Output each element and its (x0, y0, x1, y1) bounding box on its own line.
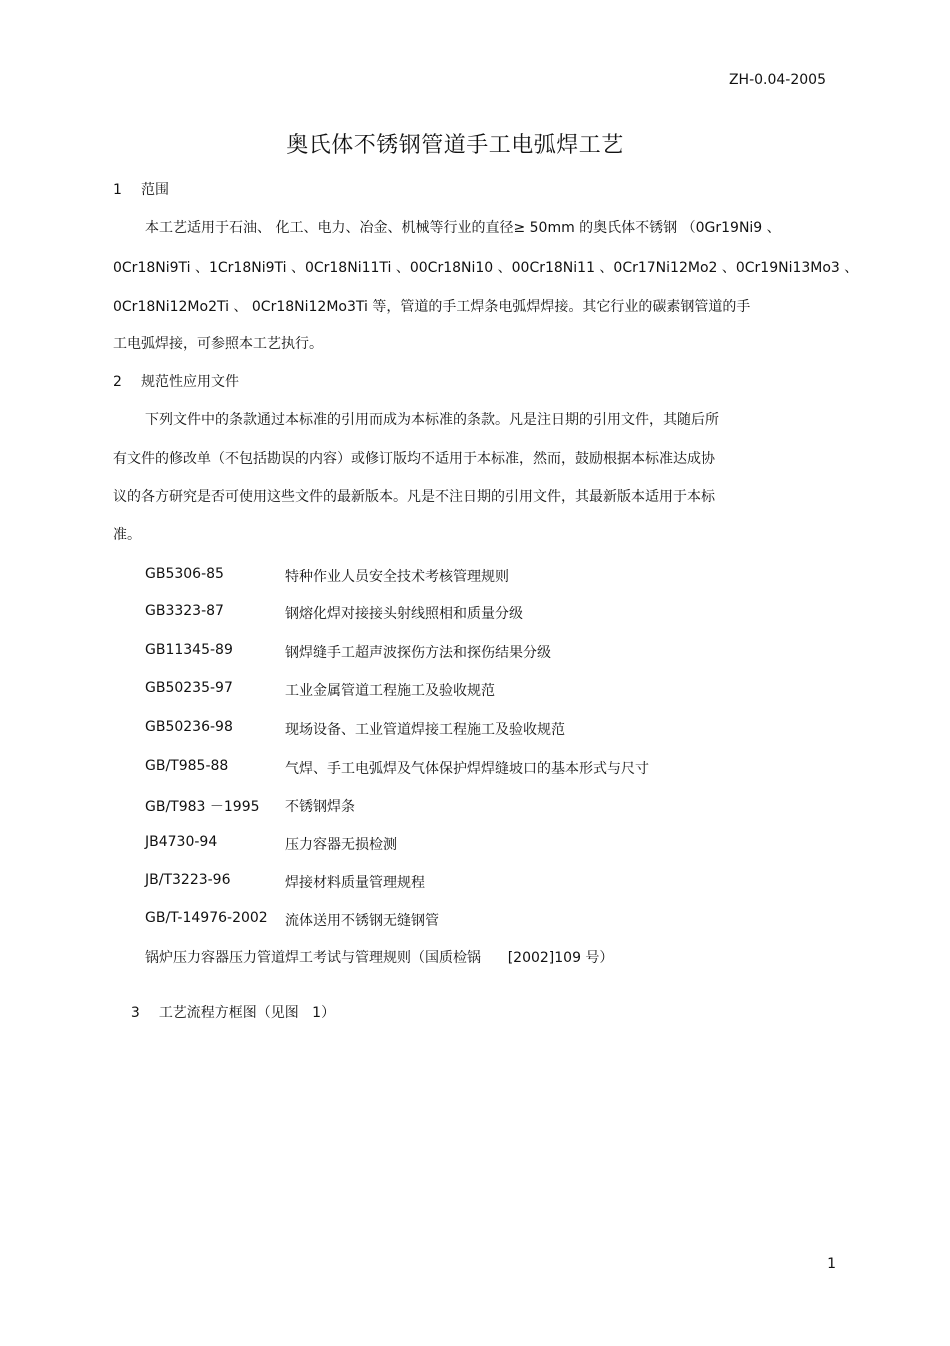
extra-reference: 锅炉压力容器压力管道焊工考试与管理规则（国质检锅 [2002]109 号） (145, 950, 614, 966)
section-2-heading (113, 371, 239, 391)
reference-code: GB5306-85 (145, 566, 224, 582)
section-1-line-3: 0Cr18Ni12Mo2Ti 、 0Cr18Ni12Mo3Ti 等，管道的手工焊条电弧焊焊接。其它行业的碳素钢管道的手 (113, 299, 751, 315)
section-3-heading (113, 986, 335, 1038)
reference-title: 工业金属管道工程施工及验收规范 (285, 683, 495, 699)
reference-title: 气焊、手工电弧焊及气体保护焊焊缝坡口的基本形式与尺寸 (285, 761, 649, 777)
reference-title: 钢熔化焊对接接头射线照相和质量分级 (285, 606, 523, 622)
reference-code: GB/T983 －1995 (145, 799, 260, 815)
section-2-number: 2 (113, 374, 122, 390)
section-1-line-2: 0Cr18Ni9Ti 、1Cr18Ni9Ti 、0Cr18Ni11Ti 、00Cr18Ni10 、00Cr18Ni11 、0Cr17Ni12Mo2 、0Cr19Ni13Mo3 、 (113, 260, 859, 276)
section-2-title: 规范性应用文件 (141, 374, 239, 390)
reference-code: JB/T3223-96 (145, 872, 231, 888)
reference-code: GB50235-97 (145, 680, 233, 696)
reference-title: 不锈钢焊条 (285, 799, 355, 815)
section-2-line-1: 下列文件中的条款通过本标准的引用而成为本标准的条款。凡是注日期的引用文件，其随后所 (145, 412, 719, 428)
reference-title: 流体送用不锈钢无缝钢管 (285, 913, 439, 929)
section-3-title: 工艺流程方框图（见图 1） (158, 1005, 336, 1021)
reference-code: JB4730-94 (145, 834, 218, 850)
document-code: ZH-0.04-2005 (728, 72, 826, 88)
section-2-line-3: 议的各方研究是否可使用这些文件的最新版本。凡是不注日期的引用文件，其最新版本适用于本标 (113, 489, 715, 505)
section-3-number: 3 (130, 1005, 140, 1021)
document-title: 奥氏体不锈钢管道手工电弧焊工艺 (286, 133, 624, 158)
section-1-title: 范围 (141, 182, 169, 198)
reference-title: 现场设备、工业管道焊接工程施工及验收规范 (285, 722, 565, 738)
reference-code: GB11345-89 (145, 642, 233, 658)
section-1-number: 1 (113, 182, 122, 198)
section-1-heading (113, 179, 169, 199)
reference-title: 焊接材料质量管理规程 (285, 875, 425, 891)
reference-code: GB/T985-88 (145, 758, 229, 774)
reference-code: GB50236-98 (145, 719, 233, 735)
page-number: 1 (827, 1256, 836, 1272)
reference-title: 钢焊缝手工超声波探伤方法和探伤结果分级 (285, 645, 551, 661)
section-1-line-4: 工电弧焊接，可参照本工艺执行。 (113, 336, 323, 352)
section-2-line-2: 有文件的修改单（不包括勘误的内容）或修订版均不适用于本标准，然而，鼓励根据本标准达成协 (113, 451, 715, 467)
section-1-line-1: 本工艺适用于石油、 化工、电力、冶金、机械等行业的直径≥ 50mm 的奥氏体不锈钢 （0Gr19Ni9 、 (145, 220, 781, 236)
reference-code: GB3323-87 (145, 603, 224, 619)
reference-code: GB/T-14976-2002 (145, 910, 268, 926)
reference-title: 压力容器无损检测 (285, 837, 397, 853)
section-2-line-4: 准。 (113, 527, 141, 543)
reference-title: 特种作业人员安全技术考核管理规则 (285, 569, 509, 585)
